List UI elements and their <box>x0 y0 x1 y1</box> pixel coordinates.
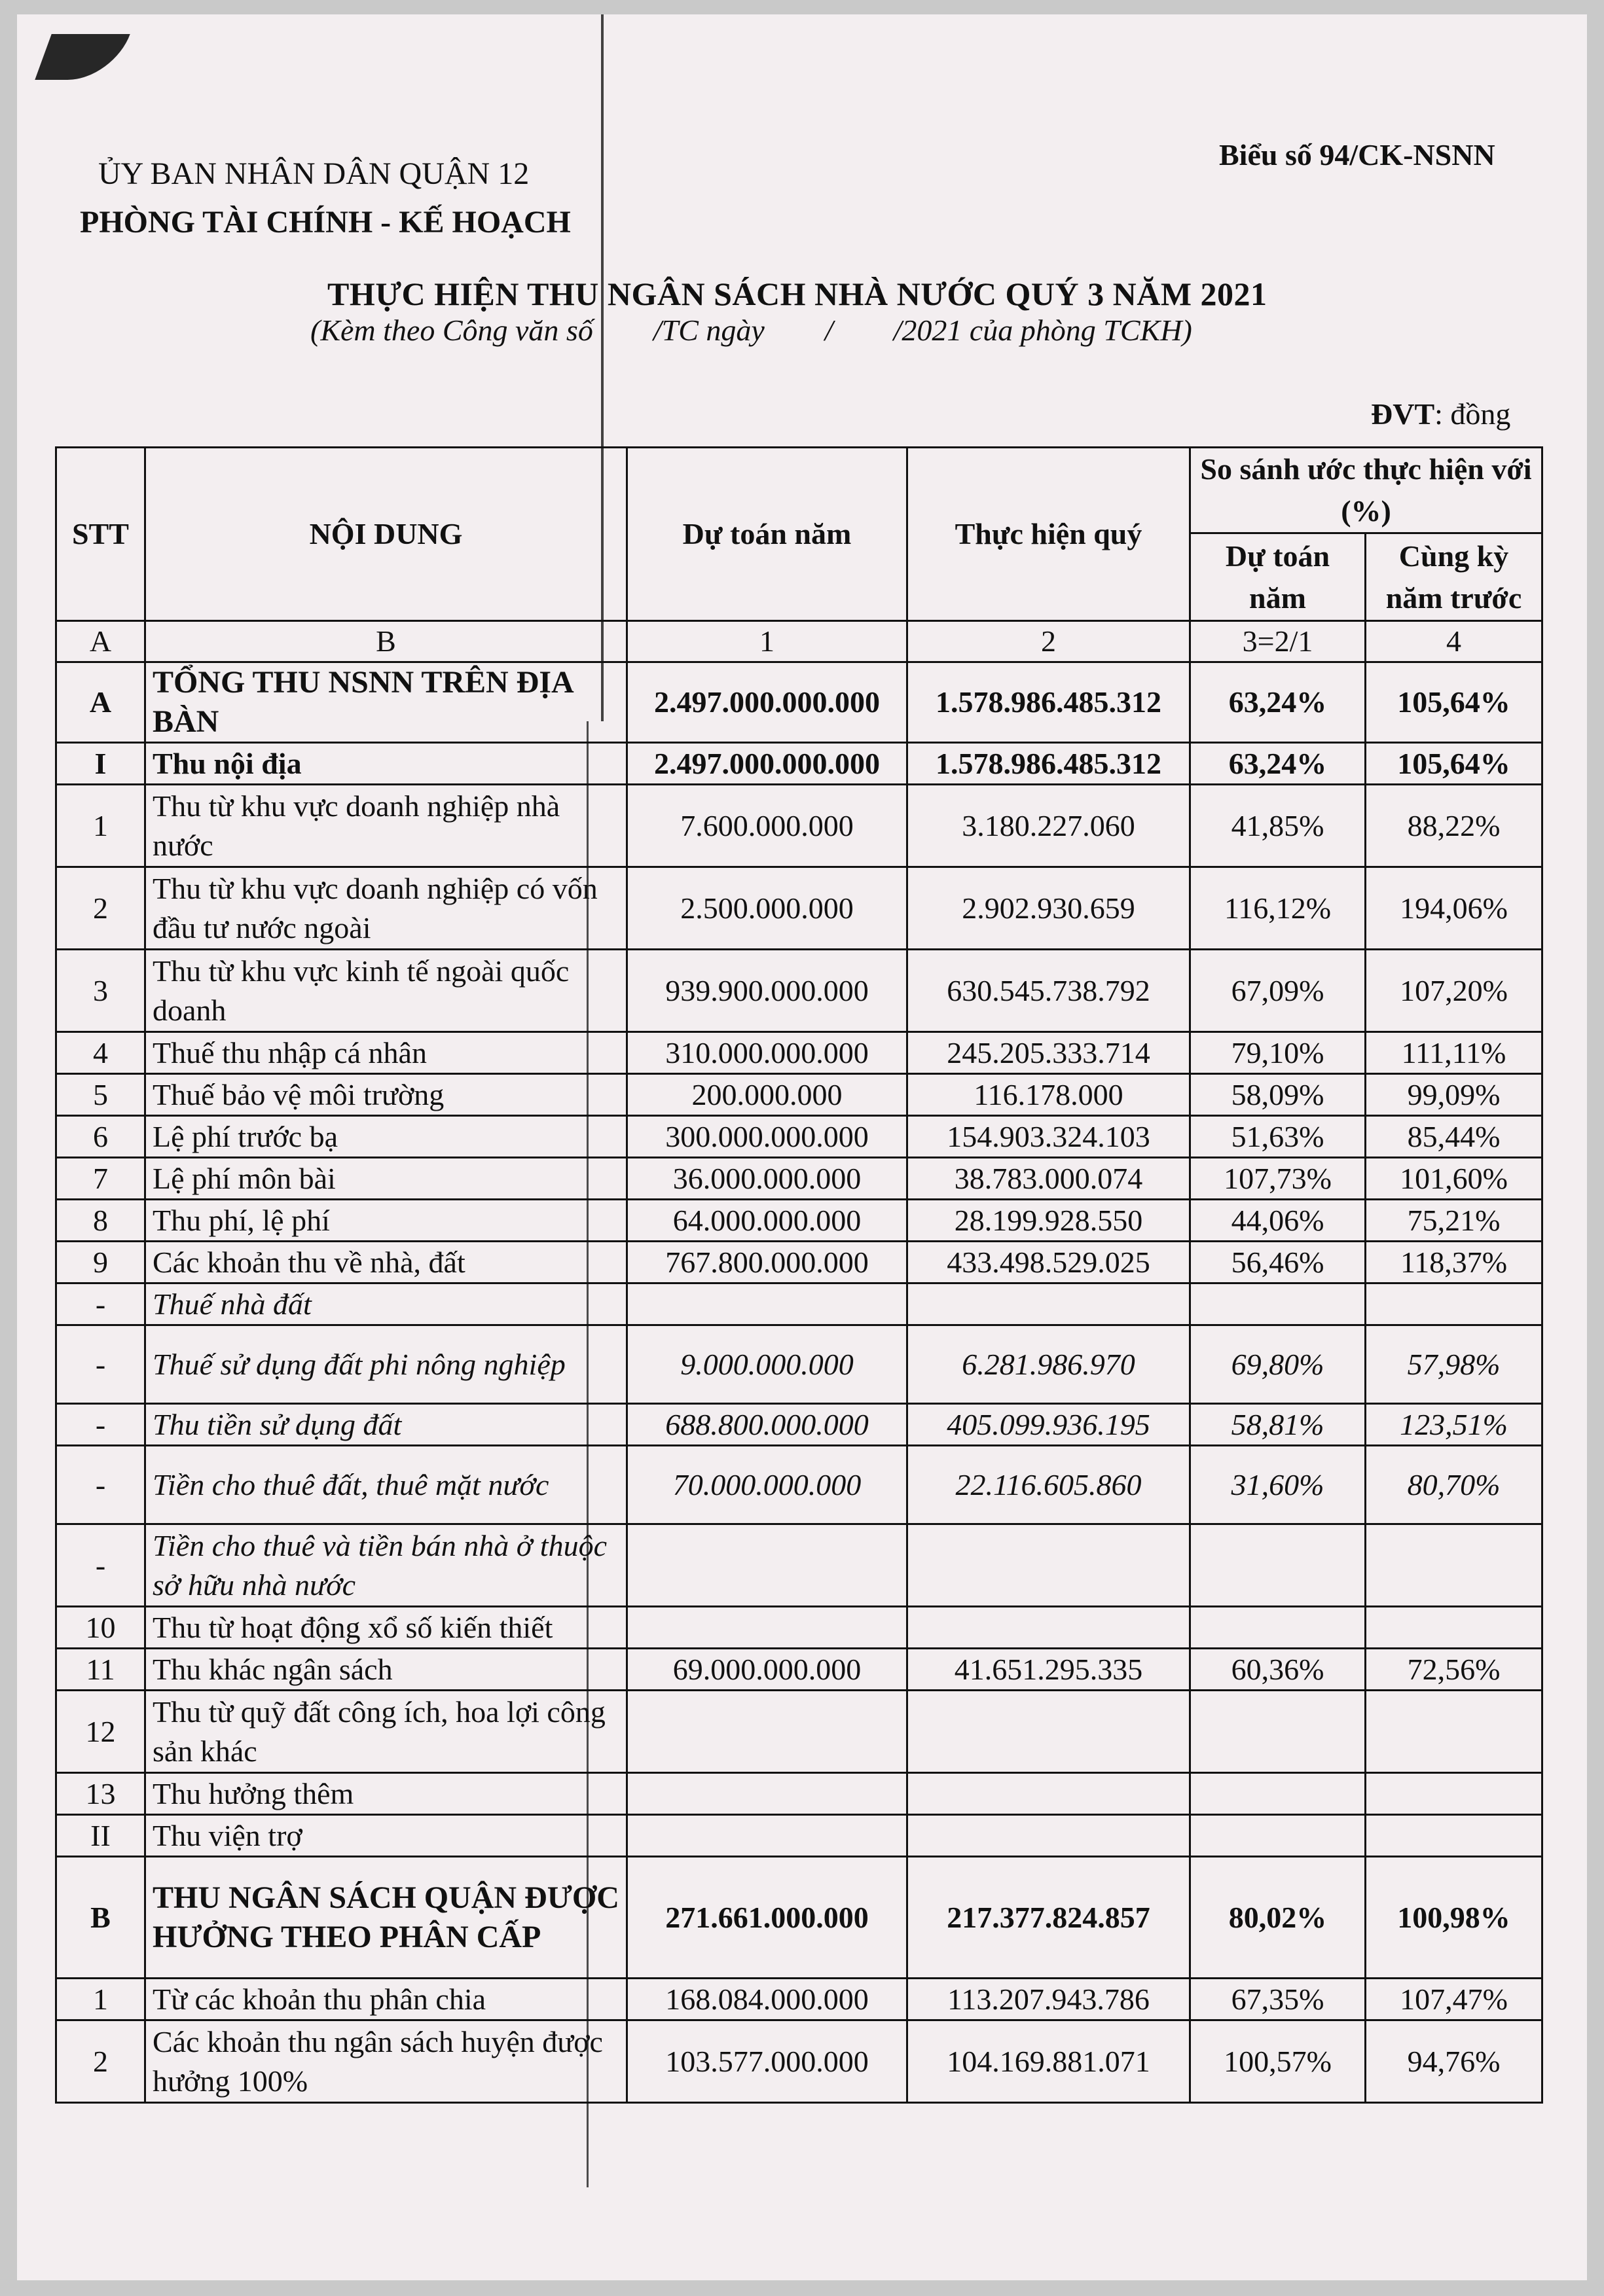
row-estimate-cell <box>627 1773 907 1815</box>
row-pct-estimate-cell <box>1190 1524 1366 1607</box>
row-content-cell: Thu từ quỹ đất công ích, hoa lợi công sản khác <box>145 1691 627 1773</box>
scan-corner-mark <box>35 34 130 80</box>
row-stt-cell: II <box>56 1815 145 1857</box>
row-pct-prev-cell: 80,70% <box>1366 1446 1542 1524</box>
unit-label-key: ĐVT <box>1371 397 1435 431</box>
row-content-cell: Thu từ khu vực doanh nghiệp có vốn đầu tư nước ngoài <box>145 867 627 950</box>
row-stt-cell: 9 <box>56 1242 145 1283</box>
row-stt-cell: - <box>56 1325 145 1404</box>
row-actual-cell: 154.903.324.103 <box>907 1116 1190 1158</box>
header-actual: Thực hiện quý <box>907 448 1190 621</box>
row-estimate-cell: 2.497.000.000.000 <box>627 662 907 743</box>
index-row <box>56 621 1542 662</box>
row-stt-cell: 13 <box>56 1773 145 1815</box>
row-stt-cell: 8 <box>56 1200 145 1242</box>
row-estimate-cell: 310.000.000.000 <box>627 1032 907 1074</box>
table-row <box>56 1815 1542 1857</box>
row-pct-prev-cell <box>1366 1524 1542 1607</box>
row-actual-cell <box>907 1691 1190 1773</box>
row-estimate-cell <box>627 1283 907 1325</box>
row-pct-estimate-cell <box>1190 1607 1366 1649</box>
table-row <box>56 1074 1542 1116</box>
row-stt-cell: 6 <box>56 1116 145 1158</box>
unit-label-value: : đồng <box>1434 397 1511 431</box>
row-estimate-cell: 2.500.000.000 <box>627 867 907 950</box>
row-pct-estimate-cell: 79,10% <box>1190 1032 1366 1074</box>
document-title: THỰC HIỆN THU NGÂN SÁCH NHÀ NƯỚC QUÝ 3 NĂM 2021 <box>327 276 1267 312</box>
table-row <box>56 1607 1542 1649</box>
row-pct-prev-cell: 105,64% <box>1366 662 1542 743</box>
row-stt-cell: 10 <box>56 1607 145 1649</box>
document-subtitle: (Kèm theo Công văn số /TC ngày / /2021 của phòng TCKH) <box>310 314 1192 347</box>
header-compare: So sánh ước thực hiện với (%) <box>1190 448 1542 533</box>
row-stt-cell: 2 <box>56 2020 145 2103</box>
form-number: Biểu số 94/CK-NSNN <box>1219 138 1495 171</box>
row-content-cell: Lệ phí trước bạ <box>145 1116 627 1158</box>
row-content-cell: Thu từ hoạt động xổ số kiến thiết <box>145 1607 627 1649</box>
row-pct-estimate-cell <box>1190 1815 1366 1857</box>
budget-table <box>55 446 1543 2104</box>
row-pct-prev-cell: 88,22% <box>1366 785 1542 867</box>
row-content-cell: Thu khác ngân sách <box>145 1649 627 1691</box>
row-estimate-cell: 688.800.000.000 <box>627 1404 907 1446</box>
row-actual-cell: 116.178.000 <box>907 1074 1190 1116</box>
row-estimate-cell: 69.000.000.000 <box>627 1649 907 1691</box>
row-pct-estimate-cell: 31,60% <box>1190 1446 1366 1524</box>
row-pct-estimate-cell <box>1190 1773 1366 1815</box>
row-pct-prev-cell: 75,21% <box>1366 1200 1542 1242</box>
row-pct-prev-cell: 194,06% <box>1366 867 1542 950</box>
index-cell: 2 <box>907 621 1190 662</box>
header-estimate: Dự toán năm <box>627 448 907 621</box>
row-content-cell: Tiền cho thuê và tiền bán nhà ở thuộc sở hữu nhà nước <box>145 1524 627 1607</box>
row-stt-cell: - <box>56 1524 145 1607</box>
table-row <box>56 950 1542 1032</box>
row-pct-prev-cell: 94,76% <box>1366 2020 1542 2103</box>
table-row <box>56 867 1542 950</box>
index-cell: 4 <box>1366 621 1542 662</box>
table-row <box>56 1283 1542 1325</box>
row-actual-cell <box>907 1283 1190 1325</box>
row-pct-estimate-cell <box>1190 1691 1366 1773</box>
row-actual-cell: 113.207.943.786 <box>907 1979 1190 2020</box>
row-content-cell: Thuế nhà đất <box>145 1283 627 1325</box>
row-actual-cell: 28.199.928.550 <box>907 1200 1190 1242</box>
row-content-cell: Các khoản thu ngân sách huyện được hưởng 100% <box>145 2020 627 2103</box>
row-pct-estimate-cell: 107,73% <box>1190 1158 1366 1200</box>
row-pct-prev-cell: 118,37% <box>1366 1242 1542 1283</box>
row-pct-estimate-cell: 63,24% <box>1190 662 1366 743</box>
table-row <box>56 1979 1542 2020</box>
row-content-cell: THU NGÂN SÁCH QUẬN ĐƯỢC HƯỞNG THEO PHÂN CẤP <box>145 1857 627 1979</box>
row-content-cell: Lệ phí môn bài <box>145 1158 627 1200</box>
row-stt-cell: A <box>56 662 145 743</box>
row-pct-estimate-cell: 44,06% <box>1190 1200 1366 1242</box>
row-estimate-cell <box>627 1524 907 1607</box>
row-pct-estimate-cell: 63,24% <box>1190 743 1366 785</box>
table-row <box>56 1158 1542 1200</box>
row-pct-prev-cell: 105,64% <box>1366 743 1542 785</box>
row-content-cell: Tiền cho thuê đất, thuê mặt nước <box>145 1446 627 1524</box>
row-estimate-cell: 271.661.000.000 <box>627 1857 907 1979</box>
row-pct-estimate-cell: 116,12% <box>1190 867 1366 950</box>
row-content-cell: Thu từ khu vực doanh nghiệp nhà nước <box>145 785 627 867</box>
row-actual-cell: 104.169.881.071 <box>907 2020 1190 2103</box>
org-line-1: ỦY BAN NHÂN DÂN QUẬN 12 <box>98 156 530 191</box>
row-estimate-cell: 200.000.000 <box>627 1074 907 1116</box>
row-actual-cell: 41.651.295.335 <box>907 1649 1190 1691</box>
row-pct-prev-cell: 107,20% <box>1366 950 1542 1032</box>
table-row <box>56 1446 1542 1524</box>
table-row <box>56 1404 1542 1446</box>
row-estimate-cell: 168.084.000.000 <box>627 1979 907 2020</box>
row-stt-cell: 1 <box>56 1979 145 2020</box>
unit-label <box>1371 397 1510 431</box>
row-stt-cell: 11 <box>56 1649 145 1691</box>
table-row <box>56 2020 1542 2103</box>
org-line-2: PHÒNG TÀI CHÍNH - KẾ HOẠCH <box>80 205 571 240</box>
row-content-cell: Thu từ khu vực kinh tế ngoài quốc doanh <box>145 950 627 1032</box>
row-content-cell: TỔNG THU NSNN TRÊN ĐỊA BÀN <box>145 662 627 743</box>
row-estimate-cell: 767.800.000.000 <box>627 1242 907 1283</box>
table-row <box>56 662 1542 743</box>
row-content-cell: Thuế bảo vệ môi trường <box>145 1074 627 1116</box>
row-stt-cell: 2 <box>56 867 145 950</box>
row-actual-cell: 217.377.824.857 <box>907 1857 1190 1979</box>
row-pct-estimate-cell: 69,80% <box>1190 1325 1366 1404</box>
row-pct-prev-cell <box>1366 1773 1542 1815</box>
row-pct-prev-cell: 72,56% <box>1366 1649 1542 1691</box>
row-estimate-cell: 103.577.000.000 <box>627 2020 907 2103</box>
table-row <box>56 1032 1542 1074</box>
row-pct-estimate-cell: 80,02% <box>1190 1857 1366 1979</box>
row-estimate-cell: 70.000.000.000 <box>627 1446 907 1524</box>
row-pct-prev-cell: 57,98% <box>1366 1325 1542 1404</box>
row-actual-cell: 2.902.930.659 <box>907 867 1190 950</box>
table-row <box>56 1242 1542 1283</box>
row-stt-cell: 12 <box>56 1691 145 1773</box>
header-stt: STT <box>56 448 145 621</box>
row-actual-cell <box>907 1607 1190 1649</box>
row-content-cell: Thuế thu nhập cá nhân <box>145 1032 627 1074</box>
table-row <box>56 1857 1542 1979</box>
table-row <box>56 1649 1542 1691</box>
table-row <box>56 1325 1542 1404</box>
row-pct-prev-cell <box>1366 1607 1542 1649</box>
row-estimate-cell <box>627 1607 907 1649</box>
row-stt-cell: 1 <box>56 785 145 867</box>
row-pct-prev-cell: 101,60% <box>1366 1158 1542 1200</box>
row-content-cell: Các khoản thu về nhà, đất <box>145 1242 627 1283</box>
row-estimate-cell: 64.000.000.000 <box>627 1200 907 1242</box>
row-actual-cell: 405.099.936.195 <box>907 1404 1190 1446</box>
row-estimate-cell: 9.000.000.000 <box>627 1325 907 1404</box>
table-row <box>56 1691 1542 1773</box>
row-actual-cell: 3.180.227.060 <box>907 785 1190 867</box>
row-actual-cell: 1.578.986.485.312 <box>907 662 1190 743</box>
row-pct-prev-cell <box>1366 1283 1542 1325</box>
row-content-cell: Thuế sử dụng đất phi nông nghiệp <box>145 1325 627 1404</box>
table-row <box>56 1116 1542 1158</box>
row-content-cell: Thu nội địa <box>145 743 627 785</box>
row-pct-estimate-cell: 67,09% <box>1190 950 1366 1032</box>
row-stt-cell: - <box>56 1404 145 1446</box>
row-pct-estimate-cell: 100,57% <box>1190 2020 1366 2103</box>
row-pct-prev-cell: 107,47% <box>1366 1979 1542 2020</box>
row-stt-cell: - <box>56 1446 145 1524</box>
row-estimate-cell <box>627 1691 907 1773</box>
row-actual-cell <box>907 1773 1190 1815</box>
row-pct-prev-cell: 111,11% <box>1366 1032 1542 1074</box>
index-cell: B <box>145 621 627 662</box>
row-content-cell: Thu viện trợ <box>145 1815 627 1857</box>
index-cell: 3=2/1 <box>1190 621 1366 662</box>
row-stt-cell: - <box>56 1283 145 1325</box>
row-estimate-cell: 2.497.000.000.000 <box>627 743 907 785</box>
row-pct-prev-cell: 123,51% <box>1366 1404 1542 1446</box>
row-pct-estimate-cell: 67,35% <box>1190 1979 1366 2020</box>
index-cell: A <box>56 621 145 662</box>
row-actual-cell: 1.578.986.485.312 <box>907 743 1190 785</box>
row-stt-cell: 4 <box>56 1032 145 1074</box>
row-pct-estimate-cell: 51,63% <box>1190 1116 1366 1158</box>
row-pct-estimate-cell: 41,85% <box>1190 785 1366 867</box>
row-content-cell: Thu hưởng thêm <box>145 1773 627 1815</box>
table-row <box>56 1524 1542 1607</box>
row-pct-prev-cell: 100,98% <box>1366 1857 1542 1979</box>
row-stt-cell: B <box>56 1857 145 1979</box>
row-actual-cell: 22.116.605.860 <box>907 1446 1190 1524</box>
table-row <box>56 1200 1542 1242</box>
header-content: NỘI DUNG <box>145 448 627 621</box>
header-compare-estimate: Dự toán năm <box>1190 533 1366 621</box>
row-estimate-cell: 300.000.000.000 <box>627 1116 907 1158</box>
row-estimate-cell <box>627 1815 907 1857</box>
row-actual-cell: 245.205.333.714 <box>907 1032 1190 1074</box>
row-estimate-cell: 36.000.000.000 <box>627 1158 907 1200</box>
row-content-cell: Thu phí, lệ phí <box>145 1200 627 1242</box>
row-actual-cell: 38.783.000.074 <box>907 1158 1190 1200</box>
row-pct-prev-cell: 85,44% <box>1366 1116 1542 1158</box>
row-content-cell: Từ các khoản thu phân chia <box>145 1979 627 2020</box>
row-pct-estimate-cell: 60,36% <box>1190 1649 1366 1691</box>
row-pct-prev-cell <box>1366 1815 1542 1857</box>
index-cell: 1 <box>627 621 907 662</box>
row-pct-estimate-cell: 56,46% <box>1190 1242 1366 1283</box>
row-estimate-cell: 939.900.000.000 <box>627 950 907 1032</box>
header-compare-prev: Cùng kỳ năm trước <box>1366 533 1542 621</box>
row-actual-cell <box>907 1815 1190 1857</box>
row-pct-estimate-cell <box>1190 1283 1366 1325</box>
table-row <box>56 785 1542 867</box>
row-stt-cell: 7 <box>56 1158 145 1200</box>
table-row <box>56 743 1542 785</box>
row-estimate-cell: 7.600.000.000 <box>627 785 907 867</box>
row-stt-cell: I <box>56 743 145 785</box>
row-actual-cell: 6.281.986.970 <box>907 1325 1190 1404</box>
row-stt-cell: 5 <box>56 1074 145 1116</box>
row-stt-cell: 3 <box>56 950 145 1032</box>
row-pct-prev-cell: 99,09% <box>1366 1074 1542 1116</box>
row-pct-prev-cell <box>1366 1691 1542 1773</box>
table-row <box>56 1773 1542 1815</box>
row-actual-cell: 630.545.738.792 <box>907 950 1190 1032</box>
row-content-cell: Thu tiền sử dụng đất <box>145 1404 627 1446</box>
row-actual-cell <box>907 1524 1190 1607</box>
row-actual-cell: 433.498.529.025 <box>907 1242 1190 1283</box>
row-pct-estimate-cell: 58,81% <box>1190 1404 1366 1446</box>
row-pct-estimate-cell: 58,09% <box>1190 1074 1366 1116</box>
